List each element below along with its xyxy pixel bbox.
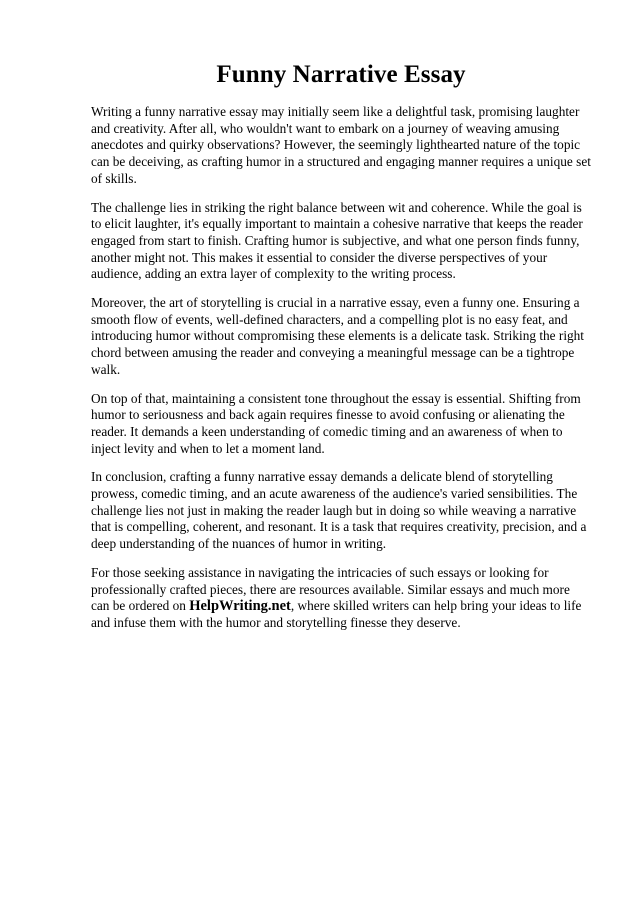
page-title: Funny Narrative Essay <box>216 61 466 88</box>
resources-text-before-link: For those seeking assistance in navigating the intricacies of such essays or looking for professionally crafted pieces, there are resources available. Similar essays and much more can be ordered on <box>91 564 570 614</box>
paragraph-intro: Writing a funny narrative essay may initially seem like a delightful task, promising laughter and creativity. After all, who wouldn't want to embark on a journey of weaving amusing anecdotes and quirky observations? However, the seemingly lighthearted nature of the topic can be deceiving, as crafting humor in a structured and engaging manner requires a unique set of skills. <box>91 104 591 186</box>
paragraph-tone: On top of that, maintaining a consistent tone throughout the essay is essential. Shifting from humor to seriousness and back again requires finesse to avoid confusing or alienating the reader. It demands a keen understanding of comedic timing and an awareness of when to inject levity and when to let a moment land. <box>91 390 581 456</box>
paragraph-storytelling: Moreover, the art of storytelling is crucial in a narrative essay, even a funny one. Ensuring a smooth flow of events, well-defined characters, and a compelling plot is no easy feat, and introducing humor without compromising these elements is a delicate task. Striking the right chord between amusing the reader and conveying a meaningful message can be a tightrope walk. <box>91 295 585 377</box>
paragraph-challenge: The challenge lies in striking the right balance between wit and coherence. While the goal is to elicit laughter, it's equally important to maintain a cohesive narrative that keeps the reader engaged from start to finish. Crafting humor is subjective, and what one person finds funny, another might not. This makes it essential to consider the diverse perspectives of your audience, adding an extra layer of complexity to the writing process. <box>91 199 583 282</box>
helpwriting-link[interactable]: HelpWriting.net <box>189 598 291 615</box>
document-page <box>91 60 591 644</box>
paragraph-resources <box>91 565 591 632</box>
resources-text-after-link: , where skilled writers can help bring your ideas to life and infuse them with the humor and storytelling finesse they deserve. <box>91 598 582 630</box>
paragraph-conclusion: In conclusion, crafting a funny narrative essay demands a delicate blend of storytelling prowess, comedic timing, and an acute awareness of the audience's varied sensibilities. The challenge lies not just in making the reader laugh but in doing so while weaving a narrative that is compelling, coherent, and resonant. It is a task that requires creativity, precision, and a deep understanding of the nuances of humor in writing. <box>91 469 587 552</box>
